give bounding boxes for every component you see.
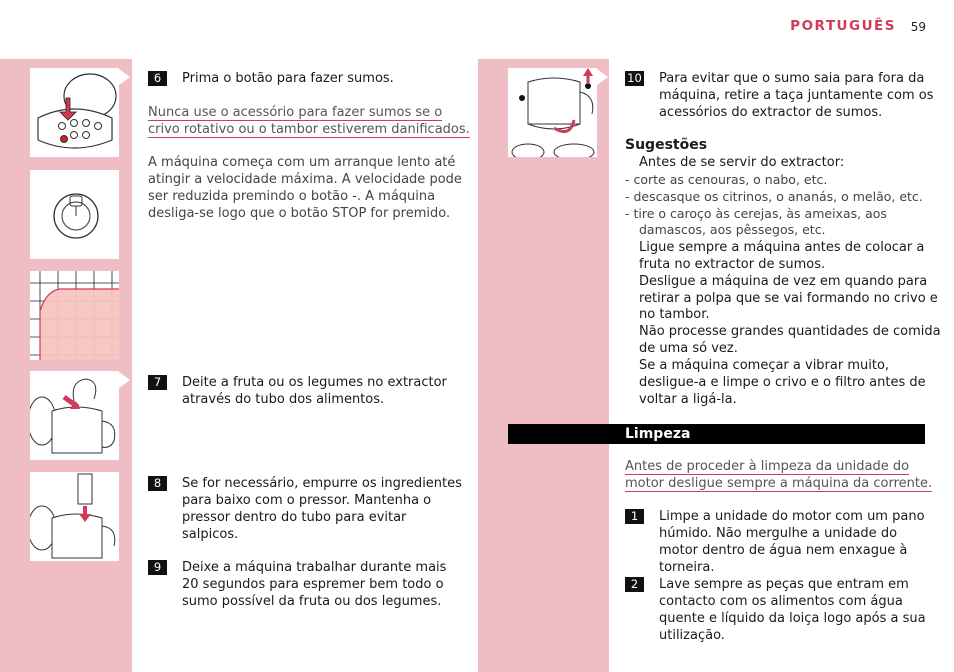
callout-pointer — [119, 372, 130, 388]
step-number: 9 — [148, 560, 167, 575]
paragraph-line: A máquina começa com um arranque lento até — [148, 155, 456, 170]
illustration-speed-graph — [30, 271, 119, 360]
step-text: Deite a fruta ou os legumes no extractor — [182, 375, 447, 390]
tip-line: voltar a ligá-la. — [639, 392, 737, 407]
paragraph-line: desliga-se logo que o botão STOP for premido. — [148, 206, 451, 221]
tip-line: Desligue a máquina de vez em quando para — [639, 274, 928, 289]
illustration-speed-dial — [30, 170, 119, 259]
step-text: máquina, retire a taça juntamente com os — [659, 88, 934, 103]
step-text: Limpe a unidade do motor com um pano — [659, 509, 925, 524]
tip-line: de uma só vez. — [639, 341, 738, 356]
illustration-add-fruit — [30, 371, 119, 460]
language-header: PORTUGUÊS — [790, 18, 896, 34]
illustration-pusher — [30, 472, 119, 561]
tips-item: - tire o caroço às cerejas, às ameixas, aos — [625, 206, 887, 221]
tip-line: fruta no extractor de sumos. — [639, 257, 826, 272]
callout-pointer — [597, 69, 608, 85]
warning-line: Nunca use o acessório para fazer sumos se o — [148, 105, 443, 120]
warning-line: crivo rotativo ou o tambor estiverem danificados. — [148, 122, 470, 137]
cleaning-heading: Limpeza — [625, 426, 691, 442]
warning-line: Antes de proceder à limpeza da unidade do — [625, 459, 910, 474]
tip-line: no tambor. — [639, 307, 710, 322]
step-text: motor dentro de água nem enxague à — [659, 543, 908, 558]
page-number: 59 — [910, 20, 926, 34]
step-number: 1 — [625, 509, 644, 524]
tip-line: desligue-a e limpe o crivo e o filtro antes de — [639, 375, 926, 390]
tips-intro: Antes de se servir do extractor: — [639, 155, 845, 170]
step-text: húmido. Não mergulhe a unidade do — [659, 526, 898, 541]
step-text: Para evitar que o sumo saia para fora da — [659, 71, 925, 86]
step-text: Lave sempre as peças que entram em — [659, 577, 909, 592]
step-text: Se for necessário, empurre os ingredientes — [182, 476, 462, 491]
step-text: através do tubo dos alimentos. — [182, 392, 385, 407]
step-number: 6 — [148, 71, 167, 86]
tip-line: Se a máquina começar a vibrar muito, — [639, 358, 890, 373]
step-number: 10 — [625, 71, 644, 86]
illustration-button-press — [30, 68, 119, 157]
step-number: 8 — [148, 476, 167, 491]
step-text: salpicos. — [182, 527, 239, 542]
warning-line: motor desligue sempre a máquina da corrente. — [625, 476, 933, 491]
step-text: sumo possível da fruta ou dos legumes. — [182, 594, 442, 609]
tip-line: Ligue sempre a máquina antes de colocar a — [639, 240, 925, 255]
step-text: 20 segundos para espremer bem todo o — [182, 577, 444, 592]
section-heading-bar — [508, 424, 925, 444]
tips-item: damascos, aos pêssegos, etc. — [639, 222, 826, 237]
illustration-remove-bowl — [508, 68, 597, 157]
callout-pointer — [119, 69, 130, 85]
step-number: 7 — [148, 375, 167, 390]
step-text: utilização. — [659, 628, 725, 643]
step-text: contacto com os alimentos com água — [659, 594, 903, 609]
step-number: 2 — [625, 577, 644, 592]
tips-heading: Sugestões — [625, 137, 708, 153]
step-text: pressor dentro do tubo para evitar — [182, 510, 407, 525]
tip-line: retirar a polpa que se vai formando no crivo e — [639, 291, 938, 306]
step-text: Prima o botão para fazer sumos. — [182, 71, 394, 86]
tip-line: Não processe grandes quantidades de comida — [639, 324, 941, 339]
step-text: torneira. — [659, 560, 715, 575]
step-text: quente e líquido da loiça logo após a sua — [659, 611, 926, 626]
tips-item: - descasque os citrinos, o ananás, o melão, etc. — [625, 189, 923, 204]
paragraph-line: atingir a velocidade máxima. A velocidade pode — [148, 172, 462, 187]
step-text: acessórios do extractor de sumos. — [659, 105, 883, 120]
tips-item: - corte as cenouras, o nabo, etc. — [625, 172, 828, 187]
step-text: Deixe a máquina trabalhar durante mais — [182, 560, 447, 575]
paragraph-line: ser reduzida premindo o botão -. A máquina — [148, 189, 436, 204]
step-text: para baixo com o pressor. Mantenha o — [182, 493, 432, 508]
